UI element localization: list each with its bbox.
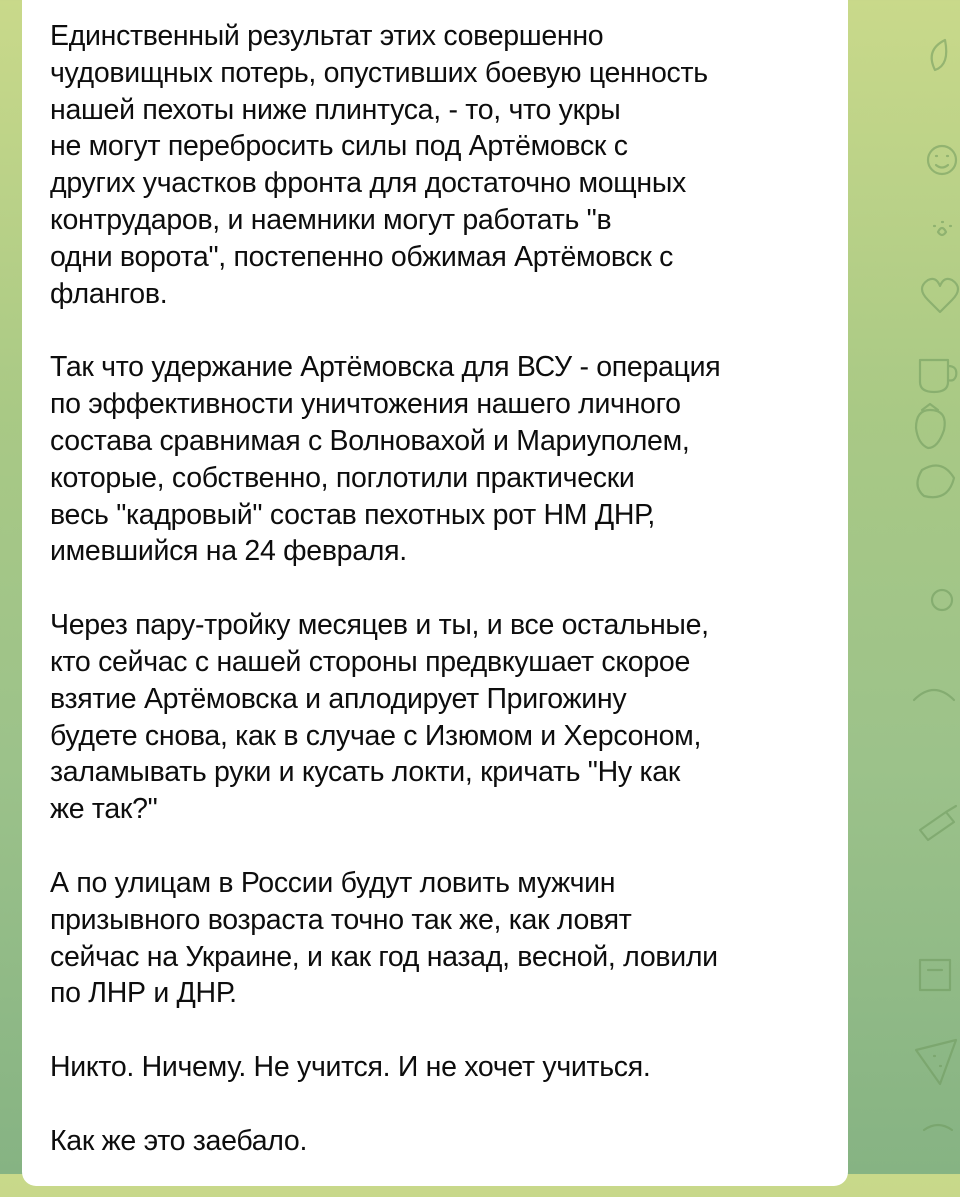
smiley-icon bbox=[928, 146, 956, 174]
paw-icon bbox=[934, 222, 951, 235]
heart-icon bbox=[922, 279, 958, 312]
message-paragraph: Единственный результат этих совершенно чудовищных потерь, опустивших боевую ценность нашей пехоты ниже плинтуса, - то, что укры не могут перебросить силы под Артёмовск с других участков фронта для достаточно мощных контрударов, и наемники могут работать "в одни ворота", постепенно обжимая Артёмовск с флангов. bbox=[50, 20, 708, 310]
message-paragraph: Через пару-тройку месяцев и ты, и все остальные, кто сейчас с нашей стороны предвкушает скорое взятие Артёмовска и аплодирует Пригожину будете снова, как в случае с Изюмом и Херсоном, заламывать руки и кусать локти, кричать "Ну как же так?" bbox=[50, 609, 709, 826]
strawberry-icon bbox=[916, 404, 945, 448]
message-paragraph: Никто. Ничему. Не учится. И не хочет учиться. bbox=[50, 1051, 651, 1084]
pizza-slice-icon bbox=[916, 1040, 956, 1084]
leaf-icon bbox=[932, 40, 947, 70]
flashlight-icon bbox=[920, 806, 956, 840]
face-icon bbox=[917, 466, 954, 498]
wallpaper-doodles bbox=[850, 0, 960, 1174]
message-paragraph: Как же это заебало. bbox=[50, 1124, 308, 1157]
message-paragraph: А по улицам в России будут ловить мужчин призывного возраста точно так же, как ловят сейчас на Украине, и как год назад, весной, ловили по ЛНР и ДНР. bbox=[50, 866, 718, 1010]
message-text bbox=[50, 18, 830, 1197]
cup-icon bbox=[920, 360, 956, 392]
message-paragraph: Так что удержание Артёмовска для ВСУ - операция по эффективности уничтожения нашего личного состава сравнимая с Волновахой и Мариуполем, которые, собственно, поглотили практически весь "кадровый" состав пехотных рот НМ ДНР, имевшийся на 24 февраля. bbox=[50, 351, 721, 568]
